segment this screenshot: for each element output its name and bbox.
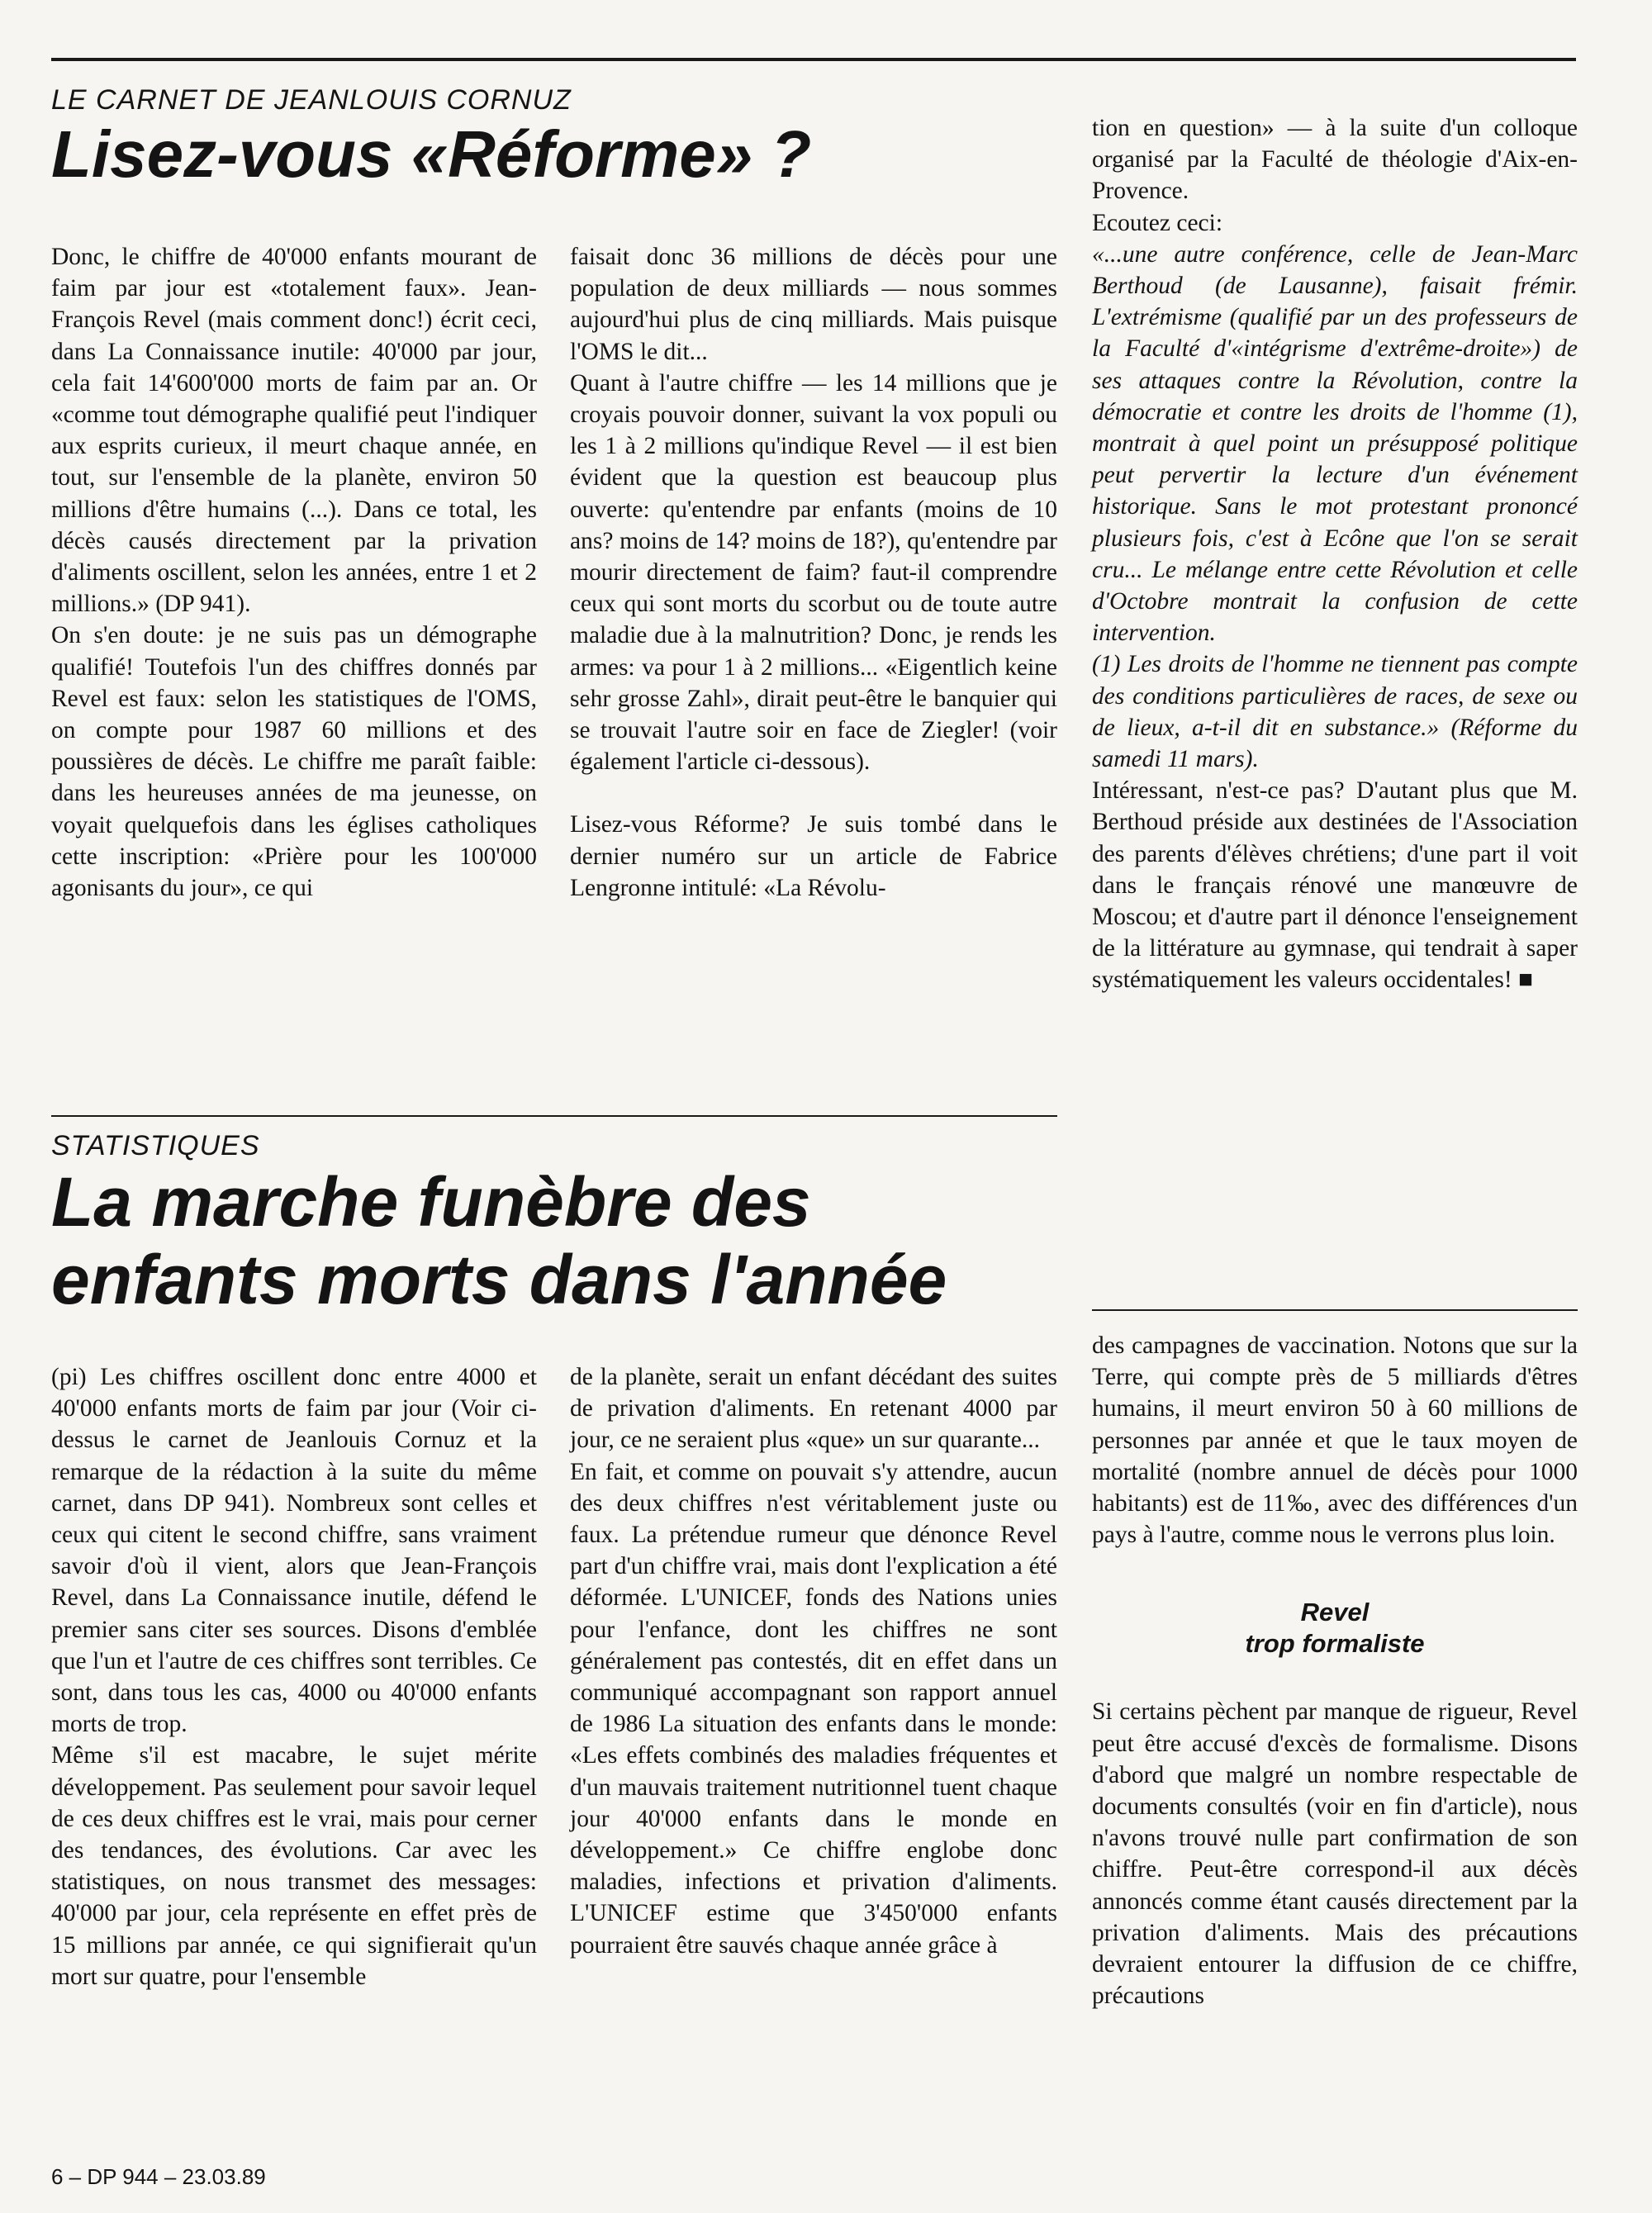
paragraph: faisait donc 36 millions de décès pour une population de deux milliards — nous sommes aujourd'hui plus de cinq milliards. Mais puisque l'OMS le dit... — [570, 244, 1057, 365]
paragraph: Lisez-vous Réforme? Je suis tombé dans le dernier numéro sur un article de Fabrice Lengronne intitulé: «La Révolu- — [570, 811, 1057, 901]
paragraph: Si certains pèchent par manque de rigueur, Revel peut être accusé d'excès de formalisme. Disons d'abord que malgré un nombre respectable de documents consultés (voir en fin d'article), nous n'avons trouvé nulle part confirmation de son chiffre. Peut-être correspond-il aux décès annoncés comme étant causés directement par la privation d'aliments. Mais des précautions devraient entourer la diffusion de ce chiffre, précautions — [1092, 1698, 1578, 2010]
subheading-line2: trop formaliste — [1245, 1629, 1425, 1659]
section-divider-right — [1092, 1309, 1578, 1311]
article2-title — [51, 1163, 947, 1318]
article2-column-2 — [570, 1361, 1057, 2154]
article2-column-3 — [1092, 1330, 1578, 2156]
paragraph: On s'en doute: je ne suis pas un démographe qualifié! Toutefois l'un des chiffres donnés par Revel est faux: selon les statistiques de l'OMS, on compte pour 1987 60 millions et des poussières de décès. Le chiffre me paraît faible: dans les heureuses années de ma jeunesse, on voyait quelquefois dans les églises catholiques cette inscription: «Prière pour les 100'000 agonisants du jour», ce qui — [51, 622, 537, 902]
paragraph: tion en question» — à la suite d'un colloque organisé par la Faculté de théologie d'Aix-en-Provence. — [1092, 115, 1578, 205]
article2-title-line2: enfants morts dans l'année — [51, 1241, 947, 1319]
article2-column-1 — [51, 1361, 537, 2154]
page-footer: 6 – DP 944 – 23.03.89 — [51, 2164, 266, 2189]
paragraph: Quant à l'autre chiffre — les 14 millions que je croyais pouvoir donner, suivant la vox populi ou les 1 à 2 millions qu'indique Revel — il est bien évident que la question est beaucoup plus ouverte: qu'entendre par enfants (moins de 10 ans? moins de 14? moins de 18?), qu'entendre par mourir directement de faim? faut-il comprendre ceux qui sont morts du scorbut ou de toute autre maladie due à la malnutrition? Donc, je rends les armes: va pour 1 à 2 millions... «Eigentlich keine sehr grosse Zahl», dirait peut-être le banquier qui se trouvait l'autre soir en face de Ziegler! (voir également l'article ci-dessous). — [570, 369, 1057, 776]
quote-paragraph: «...une autre conférence, celle de Jean-Marc Berthoud (de Lausanne), faisait frémir. L'extrémisme (qualifié par un des professeurs de la Faculté d'«intégrisme d'extrême-droite») de ses attaques contre la Révolution, contre la démocratie et contre les droits de l'homme (1), montrait à quel point un présupposé politique peut pervertir la lecture d'un événement historique. Sans le mot protestant prononcé plusieurs fois, c'est à Ecône que l'on se serait cru... Le mélange entre cette Révolution et celle d'Octobre montrait la confusion de cette intervention. — [1092, 240, 1578, 647]
footnote-paragraph: (1) Les droits de l'homme ne tiennent pas compte des conditions particulières de races, de sexe ou de lieux, a-t-il dit en substance.» (Réforme du samedi 11 mars). — [1092, 651, 1578, 773]
article1-column-2 — [570, 241, 1057, 1034]
paragraph: Même s'il est macabre, le sujet mérite développement. Pas seulement pour savoir lequel de ces deux chiffres est le vrai, mais pour cerner des tendances, des évolutions. Car avec les statistiques, on nous transmet des messages: 40'000 par jour, cela représente en effet près de 15 millions par année, ce qui signifierait qu'un mort sur quatre, pour l'ensemble — [51, 1742, 537, 1990]
paragraph: Ecoutez ceci: — [1092, 209, 1223, 236]
section-divider-left — [51, 1115, 1057, 1117]
paragraph: de la planète, serait un enfant décédant des suites de privation d'aliments. En retenant 4000 par jour, ce ne seraient plus «que» un sur quarante... — [570, 1364, 1057, 1454]
article1-title: Lisez-vous «Réforme» ? — [51, 117, 812, 191]
article1-kicker: LE CARNET DE JEANLOUIS CORNUZ — [51, 84, 572, 116]
article2-kicker: STATISTIQUES — [51, 1130, 260, 1161]
subheading-line1: Revel — [1300, 1598, 1370, 1627]
paragraph: Donc, le chiffre de 40'000 enfants mourant de faim par jour est «totalement faux». Jean-François Revel (mais comment donc!) écrit ceci, dans La Connaissance inutile: 40'000 par jour, cela fait 14'600'000 morts de faim par an. Or «comme tout démographe qualifié peut l'indiquer aux esprits curieux, il meurt chaque année, en tout, sur l'ensemble de la planète, environ 50 millions d'être humains (...). Dans ce total, les décès causés directement par la privation d'aliments oscillent, selon les années, entre 1 et 2 millions.» (DP 941). — [51, 244, 537, 618]
article2-title-line1: La marche funèbre des — [51, 1163, 811, 1241]
top-rule — [51, 58, 1576, 61]
article1-column-1 — [51, 241, 537, 1034]
paragraph: Intéressant, n'est-ce pas? D'autant plus que M. Berthoud préside aux destinées de l'Association des parents d'élèves chrétiens; d'une part il voit dans le français rénové une manœuvre de Moscou; et d'autre part il dénonce l'enseignement de la littérature au gymnase, qui tendrait à saper systématiquement les valeurs occidentales! ■ — [1092, 777, 1578, 994]
paragraph: En fait, et comme on pouvait s'y attendre, aucun des deux chiffres n'est véritablement juste ou faux. La prétendue rumeur que dénonce Revel part d'un chiffre vrai, mais dont l'explication a été déformée. L'UNICEF, fonds des Nations unies pour l'enfance, dont les chiffres ne sont généralement pas contestés, dit en effet dans un communiqué accompagnant son rapport annuel de 1986 La situation des enfants dans le monde: «Les effets combinés des maladies fréquentes et d'un mauvais traitement nutritionnel tuent chaque jour 40'000 enfants dans le monde en développement.» Ce chiffre englobe donc maladies, infections et privation d'aliments. L'UNICEF estime que 3'450'000 enfants pourraient être sauvés chaque année grâce à — [570, 1458, 1057, 1959]
article1-column-3 — [1092, 112, 1578, 1219]
paragraph: (pi) Les chiffres oscillent donc entre 4000 et 40'000 enfants morts de faim par jour (Voir ci-dessus le carnet de Jeanlouis Cornuz et la remarque de la rédaction à la suite du même carnet, dans DP 941). Nombreux sont celles et ceux qui citent le second chiffre, sans vraiment savoir d'où il vient, alors que Jean-François Revel, dans La Connaissance inutile, défend le premier sans citer ses sources. Disons d'emblée que l'un et l'autre de ces chiffres sont terribles. Ce sont, dans tous les cas, 4000 ou 40'000 enfants morts de trop. — [51, 1364, 537, 1738]
subheading — [1092, 1597, 1578, 1660]
paragraph: des campagnes de vaccination. Notons que sur la Terre, qui compte près de 5 milliards d'êtres humains, il meurt environ 50 à 60 millions de personnes par année et que le taux moyen de mortalité (nombre annuel de décès pour 1000 habitants) est de 11‰, avec des différences d'un pays à l'autre, comme nous le verrons plus loin. — [1092, 1332, 1578, 1549]
